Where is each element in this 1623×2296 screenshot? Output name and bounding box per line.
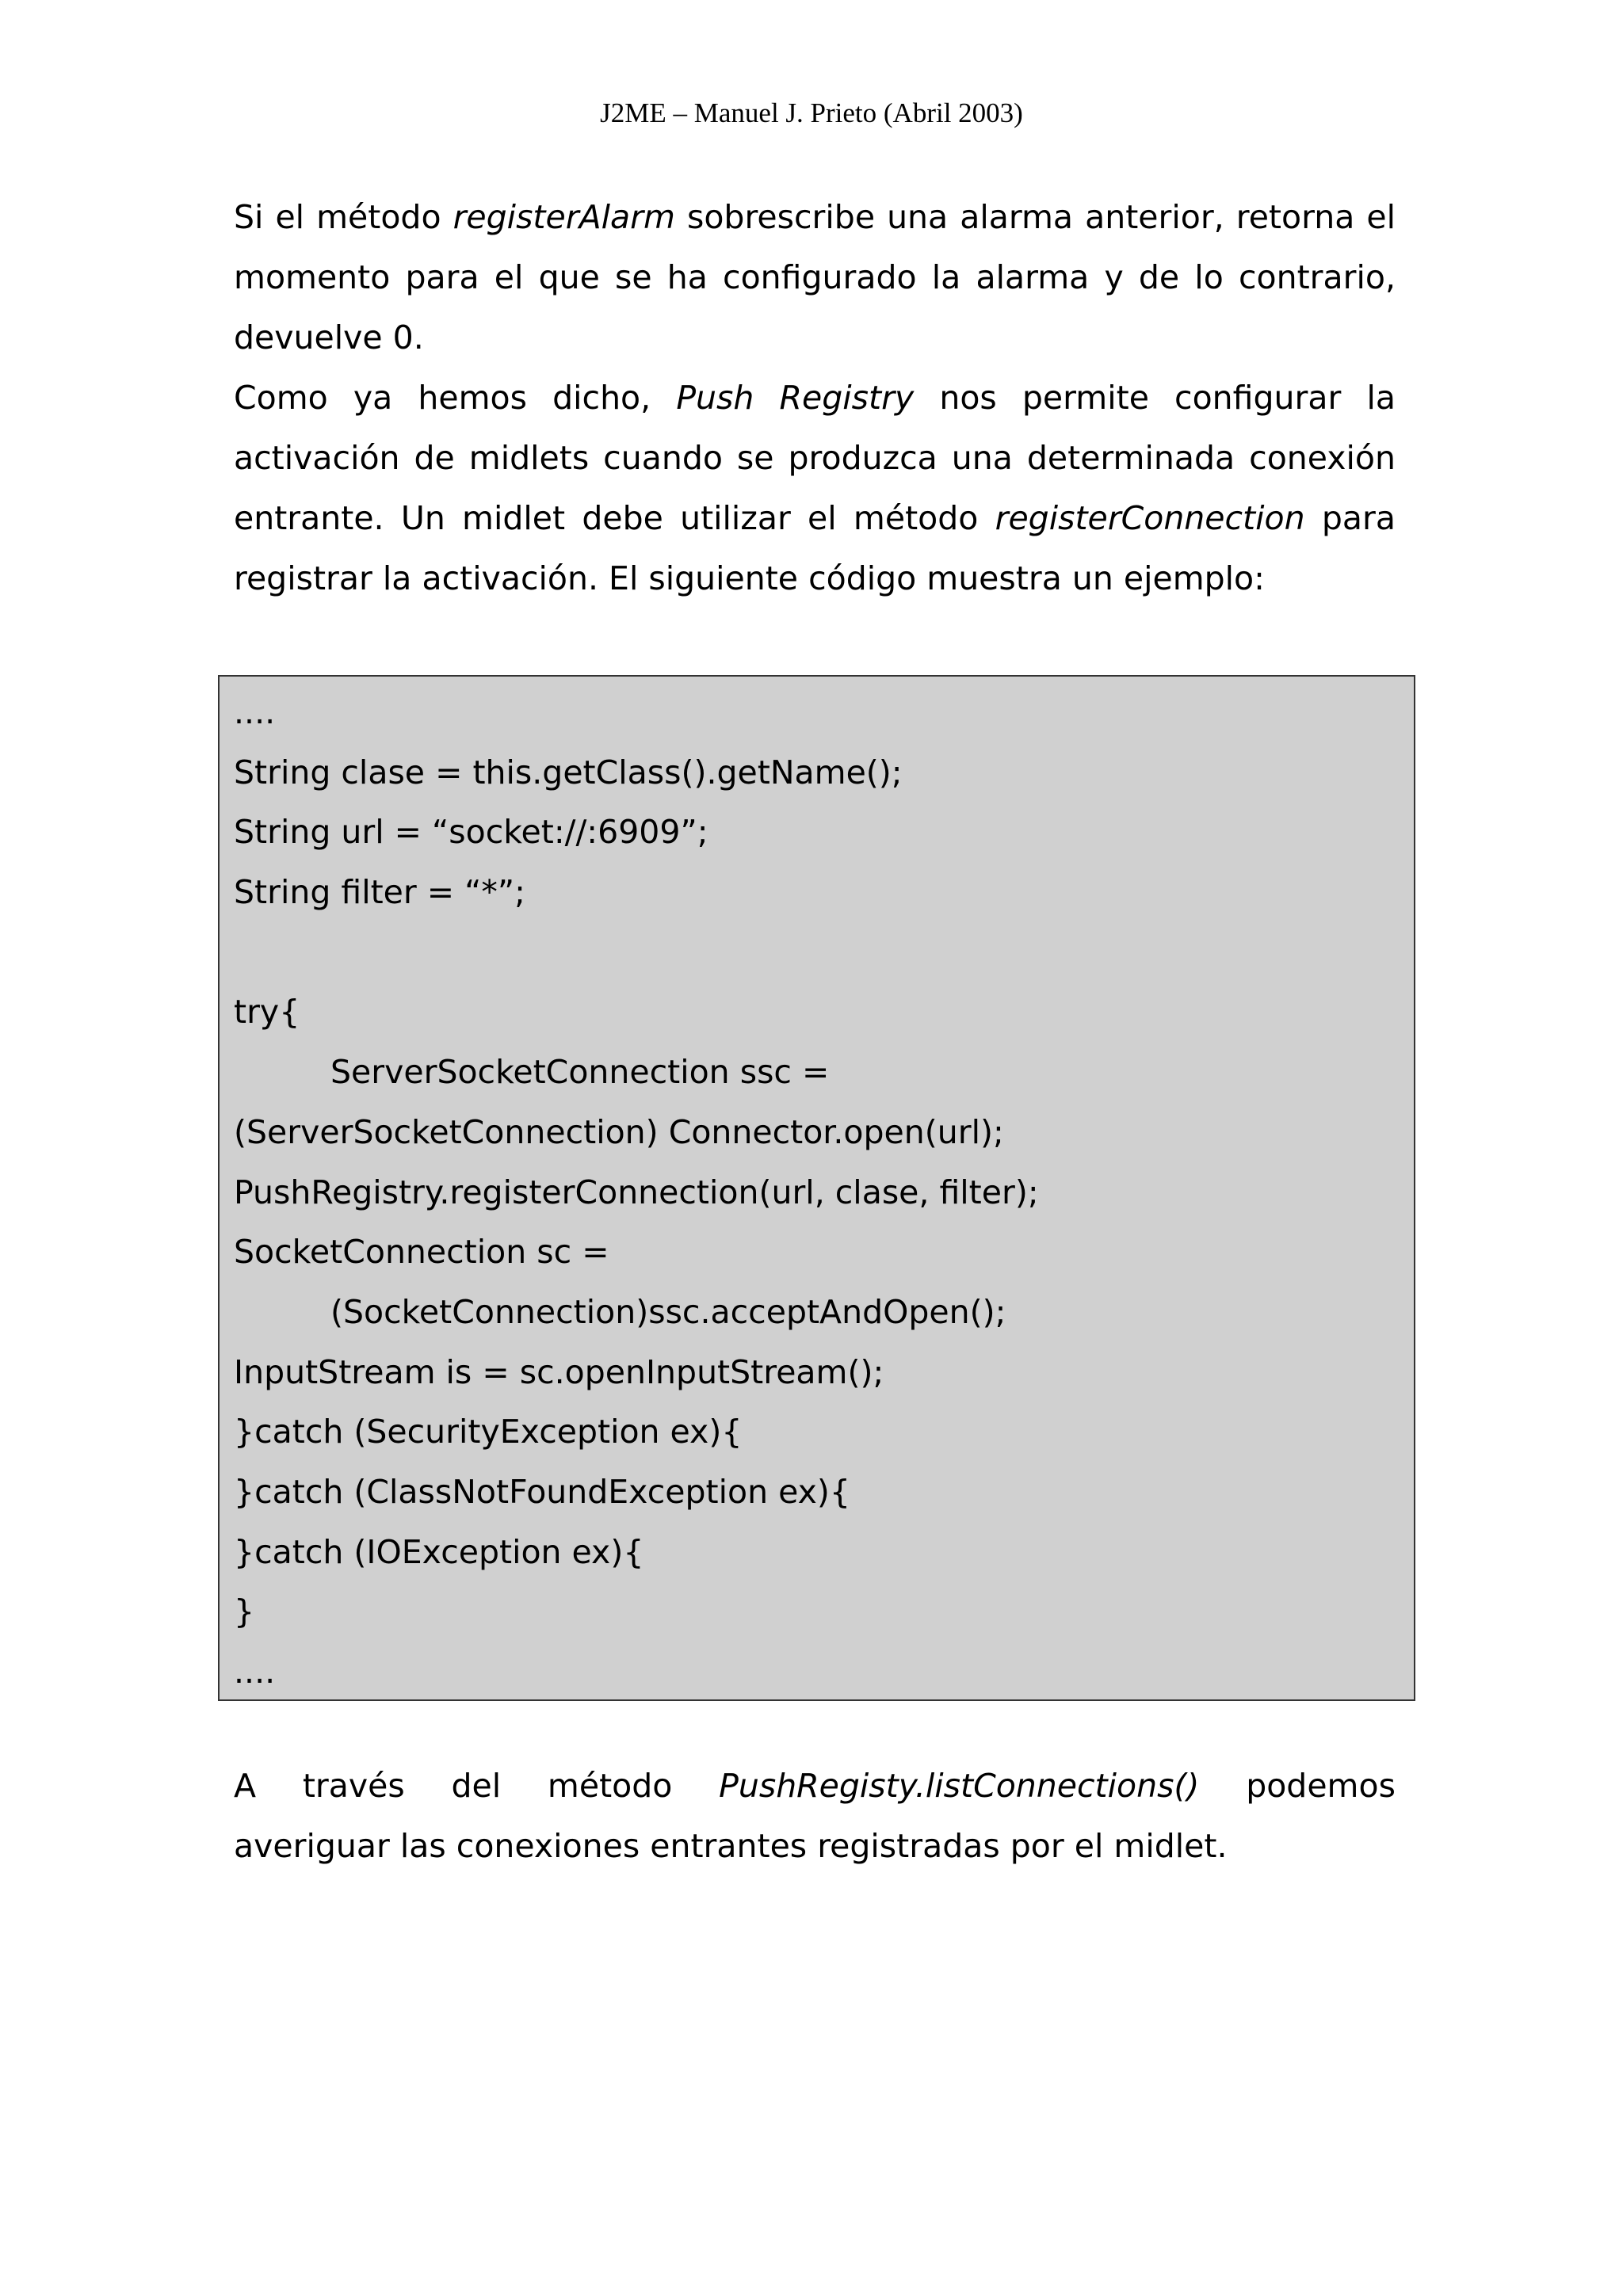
text-span: nos permite configurar la activación de midlets cuando se produzca una determinada conexión entrante. Un midlet debe utilizar el método: [234, 379, 1396, 537]
code-line: String filter = “*”;: [234, 873, 525, 912]
italic-method-name: PushRegisty.listConnections(): [719, 1767, 1200, 1805]
code-line: }catch (IOException ex){: [234, 1532, 644, 1571]
text-span: Como ya hemos dicho,: [234, 379, 677, 417]
code-line: ....: [234, 1653, 276, 1691]
code-line: (SocketConnection)ssc.acceptAndOpen();: [330, 1292, 1006, 1331]
code-line: }catch (ClassNotFoundException ex){: [234, 1472, 850, 1511]
text-line: averiguar las conexiones entrantes registradas por el midlet.: [234, 1827, 1228, 1865]
code-line: String url = “socket://:6909”;: [234, 813, 708, 852]
code-line: InputStream is = sc.openInputStream();: [234, 1352, 884, 1391]
italic-term: Push Registry: [676, 379, 915, 417]
code-line: (ServerSocketConnection) Connector.open(url);: [234, 1112, 1004, 1151]
text-span: Si el método: [234, 198, 453, 236]
code-line: try{: [234, 993, 300, 1032]
code-line: SocketConnection sc =: [234, 1233, 609, 1272]
code-example-box: [218, 675, 1415, 1701]
code-line-blank: [234, 923, 1414, 983]
code-line: String clase = this.getClass().getName();: [234, 753, 903, 791]
code-line: ....: [234, 693, 276, 731]
text-span: través: [302, 1767, 405, 1805]
paragraph-register-alarm: [234, 187, 1396, 368]
italic-method-name: registerAlarm: [453, 198, 675, 236]
text-span: del: [451, 1767, 502, 1805]
text-span: método: [547, 1767, 673, 1805]
text-span: podemos: [1246, 1767, 1396, 1805]
page-header: J2ME – Manuel J. Prieto (Abril 2003): [600, 97, 1023, 128]
justified-line: [234, 1756, 1396, 1816]
code-line: }: [234, 1592, 255, 1631]
code-line: PushRegistry.registerConnection(url, clase, filter);: [234, 1173, 1039, 1211]
text-span: sobrescribe una alarma anterior, retorna el momento para el que se ha configurado la alarma y de lo contrario, devuelve 0.: [234, 198, 1396, 357]
code-line: ServerSocketConnection ssc =: [330, 1053, 830, 1092]
italic-method-name: registerConnection: [995, 499, 1305, 537]
paragraph-push-registry: [234, 368, 1396, 608]
text-span: A: [234, 1767, 257, 1805]
paragraph-list-connections: [234, 1756, 1396, 1876]
code-line: }catch (SecurityException ex){: [234, 1413, 743, 1451]
text-span: para registrar la activación. El siguiente código muestra un ejemplo:: [234, 499, 1396, 597]
body-text: [234, 187, 1396, 608]
